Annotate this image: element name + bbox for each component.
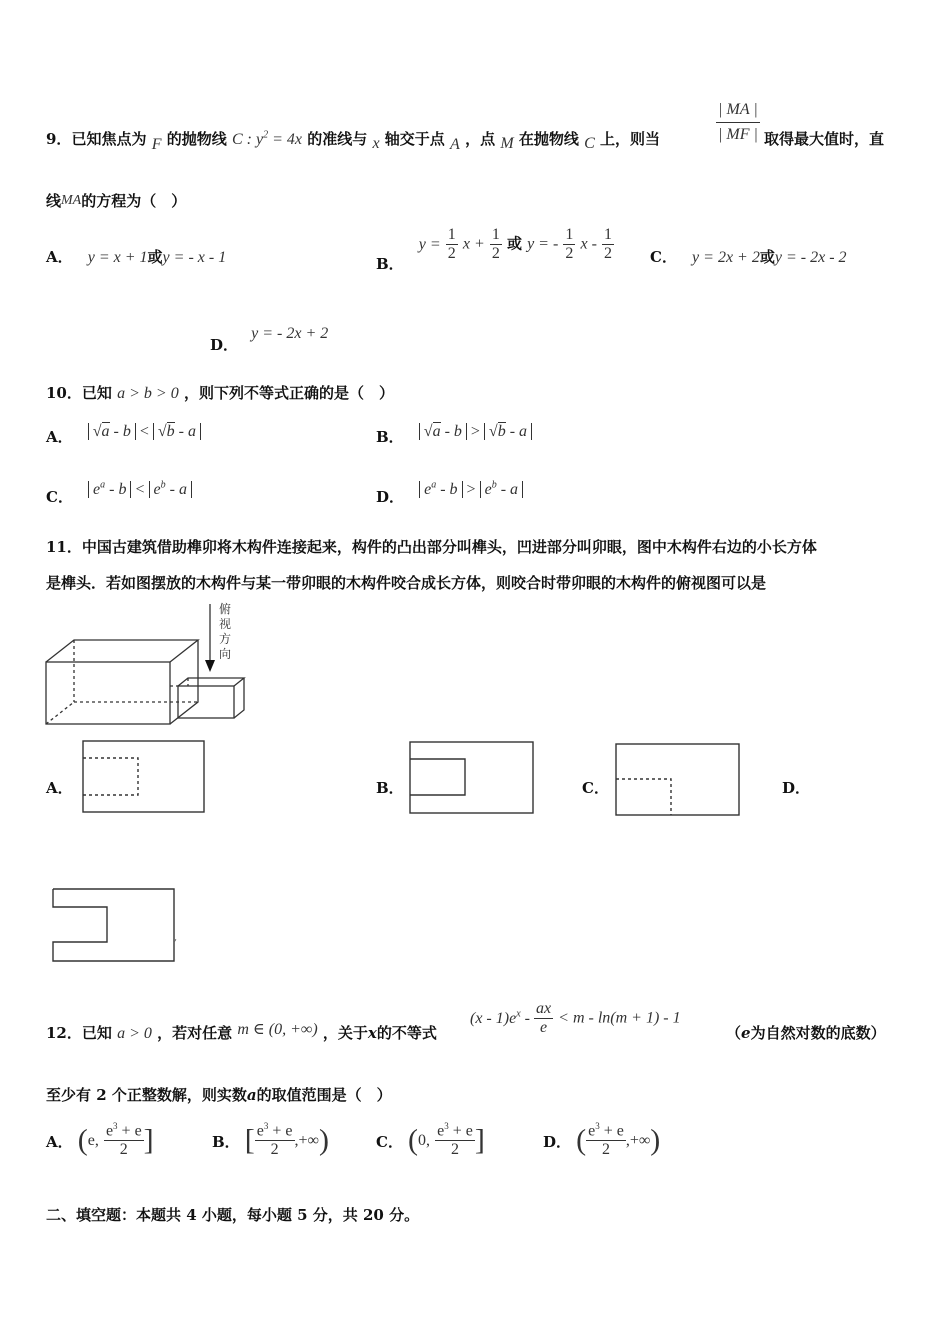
q12-option-c[interactable]: C． (0, $\frac{e^3 + e}{2}$ ] xyxy=(376,1121,485,1158)
q11-option-c-label[interactable]: C． xyxy=(582,779,609,797)
q10-option-a[interactable]: A． √a - b < √b - a xyxy=(46,420,201,441)
q11-line1: 11．中国古建筑借助榫卯将木构件连接起来，构件的凸出部分叫榫头，凹进部分叫卯眼，图中木构件右边的小长方体 xyxy=(46,538,817,556)
q12-inequality: $(x - 1)e^x$ - $\frac{ax}{e}$ < m - ln(m + 1) - 1 xyxy=(470,1000,681,1036)
section-2-heading: 二、填空题：本题共 4 小题，每小题 5 分，共 20 分。 xyxy=(46,1206,420,1224)
q12-line1: 12．已知 a > 0 ，若对任意 m ∈ (0, +∞) ，关于x的不等式 xyxy=(46,1021,437,1042)
q9-line1: 9．已知焦点为 F 的抛物线 C : $y^2 = 4x$ 的准线与 x 轴交于点 A ，点 M 在抛物线 C 上，则当 xyxy=(46,129,661,153)
q11-line2: 是榫头．若如图摆放的木构件与某一带卯眼的木构件咬合成长方体，则咬合时带卯眼的木构件的俯视图可以是 xyxy=(46,574,767,592)
q12-option-d[interactable]: D． ( $\frac{e^3 + e}{2}$ ,+∞) xyxy=(543,1121,661,1158)
q10-option-c[interactable]: C． $e^a - b < e^b - a$ xyxy=(46,478,192,499)
q10-option-d[interactable]: D． $e^a - b > e^b - a$ xyxy=(376,478,523,499)
q11-option-d-view[interactable] xyxy=(52,888,178,964)
q9-ratio-fraction: $\frac{| MA |}{| MF |}$ xyxy=(718,101,758,143)
q11-stray-mark: , xyxy=(174,932,178,943)
q11-option-d-label[interactable]: D． xyxy=(782,779,811,797)
q10-stem: 10．已知 a > b > 0 ，则下列不等式正确的是（ ） xyxy=(46,384,394,402)
q11-option-b-view[interactable] xyxy=(409,741,535,815)
q11-option-c-view[interactable] xyxy=(615,743,741,817)
q11-option-b-label[interactable]: B． xyxy=(376,779,404,797)
q11-view-direction-label: 俯 视 方 向 xyxy=(219,602,232,661)
q9-option-b[interactable]: B． y = $\frac{1}{2}$ x + $\frac{1}{2}$ 或 y = - $\frac{1}{2}$ x - $\frac{1}{2}$ xyxy=(376,226,613,273)
q9-line2: 线MA的方程为（ ） xyxy=(46,192,187,210)
q9-option-c[interactable]: C． y = 2x + 2或y = - 2x - 2 xyxy=(650,248,847,266)
q10-option-b[interactable]: B． √a - b > √b - a xyxy=(376,420,532,441)
q11-option-a-label[interactable]: A． xyxy=(46,779,73,797)
q9-option-a[interactable]: A． y = x + 1或y = - x - 1 xyxy=(46,248,227,266)
q11-mortise-tenon-figure xyxy=(44,600,274,730)
q12-e-note: （e为自然对数的底数） xyxy=(726,1024,886,1042)
q11-option-a-view[interactable] xyxy=(82,740,206,814)
q12-option-a[interactable]: A． (e, $\frac{e^3 + e}{2}$ ] xyxy=(46,1121,154,1158)
q9-option-d[interactable]: D． y = - 2x + 2 xyxy=(210,325,329,354)
q12-option-b[interactable]: B． [ $\frac{e^3 + e}{2}$ ,+∞) xyxy=(212,1121,329,1158)
q9-line1-end: 取得最大值时，直 xyxy=(764,130,885,148)
q12-line2: 至少有 2 个正整数解，则实数a的取值范围是（ ） xyxy=(46,1086,392,1104)
